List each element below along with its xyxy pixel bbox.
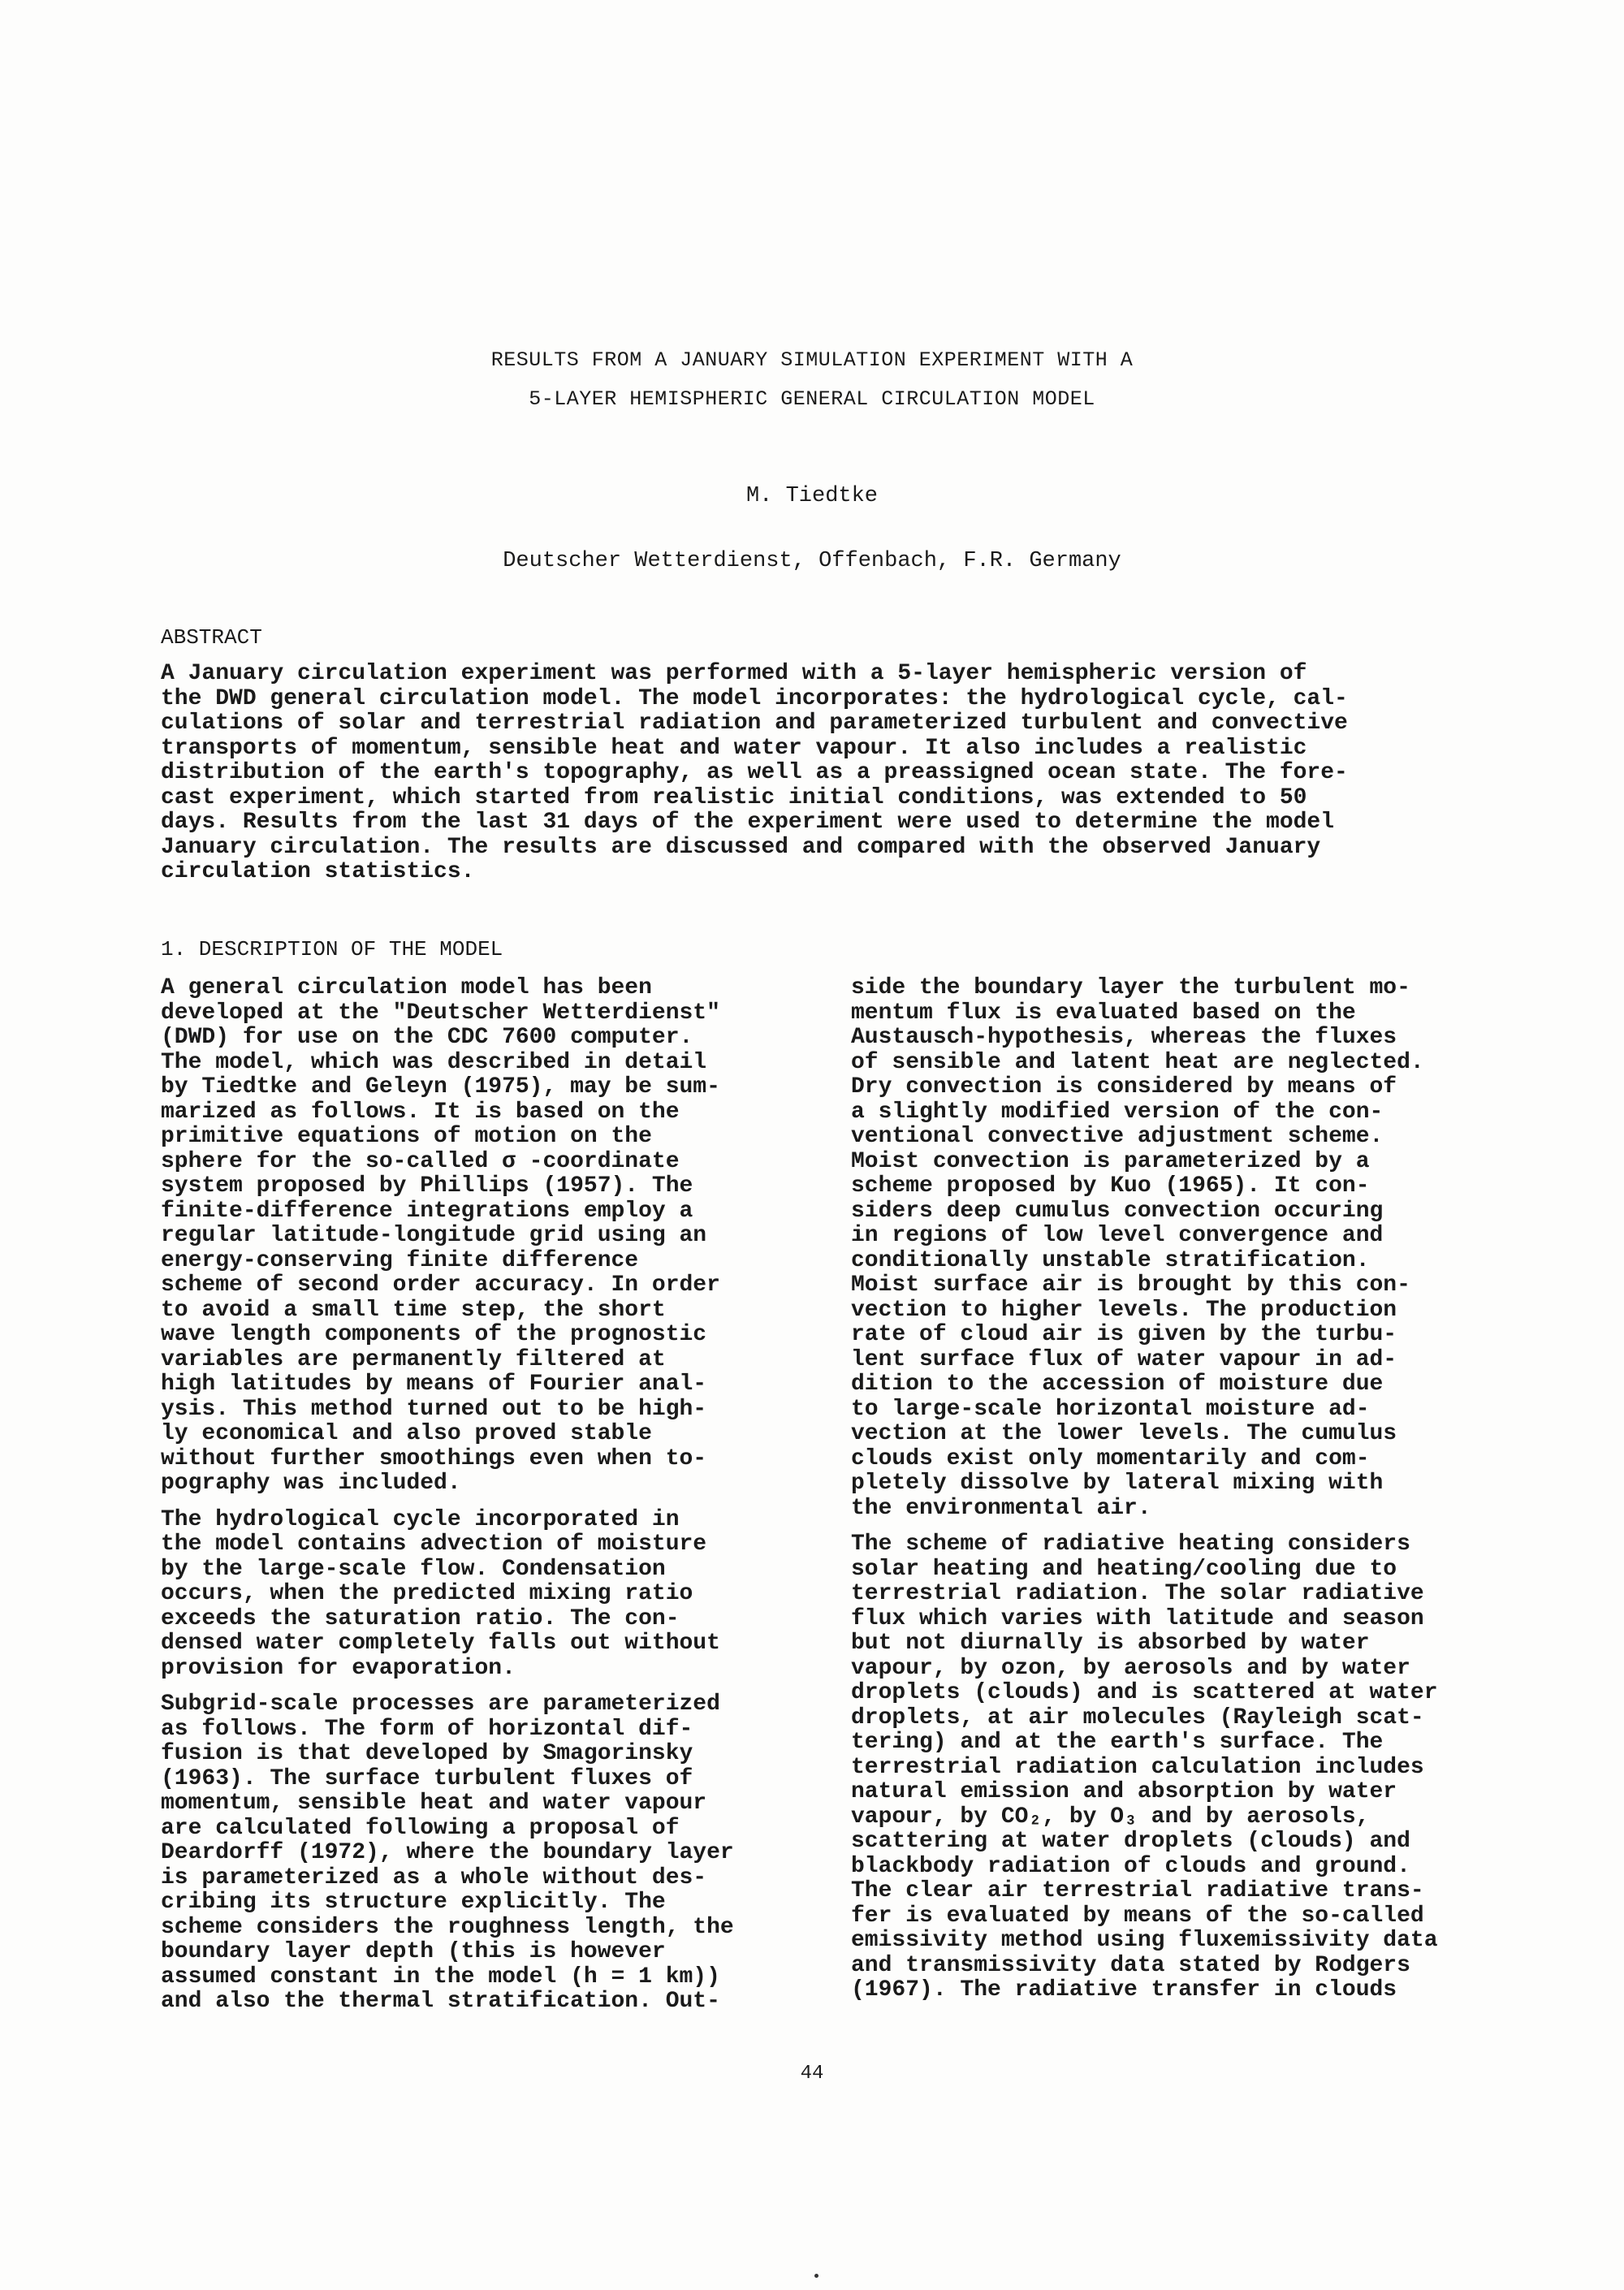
paragraph: The scheme of radiative heating considers solar heating and heating/cooling due to terrestrial radiation. The solar radiative flux which varies with latitude and season but not diurnally is absorbed by water vapour, by ozon, by aerosols and by water droplets (clouds) and is scattered at water droplets, at air molecules (Rayleigh scat- tering) and at the earth's surface. The terrestrial radiation calculation includes natural emission and absorption by water vapour, by CO₂, by O₃ and by aerosols, scattering at water droplets (clouds) and blackbody radiation of clouds and ground. The clear air terrestrial radiative trans- fer is evaluated by means of the so-called emissivity method using fluxemissivity data and transmissivity data stated by Rodgers (1967). The radiative transfer in clouds <box>851 1532 1438 2003</box>
section-heading: 1. DESCRIPTION OF THE MODEL <box>161 937 503 961</box>
paragraph: Subgrid-scale processes are parameterized as follows. The form of horizontal dif- fusion is that developed by Smagorinsky (1963). The surface turbulent fluxes of momentum, sensible heat and water vapour are calculated following a proposal of Deardorff (1972), where the boundary layer is parameterized as a whole without des- cribing its structure explicitly. The scheme considers the roughness length, the boundary layer depth (this is however assumed constant in the model (h = 1 km)) and also the thermal stratification. Out- <box>161 1692 734 2014</box>
author-name: M. Tiedtke <box>745 484 879 508</box>
author-affiliation: Deutscher Wetterdienst, Offenbach, F.R. Germany <box>503 549 1121 573</box>
right-column <box>851 976 1517 2015</box>
paragraph: side the boundary layer the turbulent mo- mentum flux is evaluated based on the Austausch-hypothesis, whereas the fluxes of sensible and latent heat are neglected. Dry convection is considered by means of a slightly modified version of the con- ventional convective adjustment scheme. Moist convection is parameterized by a scheme proposed by Kuo (1965). It con- siders deep cumulus convection occuring in regions of low level convergence and conditionally unstable stratification. Moist surface air is brought by this con- vection to higher levels. The production rate of cloud air is given by the turbu- lent surface flux of water vapour in ad- dition to the accession of moisture due to large-scale horizontal moisture ad- vection at the lower levels. The cumulus clouds exist only momentarily and com- pletely dissolve by lateral mixing with the environmental air. <box>851 975 1424 1521</box>
page-number: 44 <box>800 2063 824 2085</box>
left-column <box>161 976 810 2026</box>
abstract-heading: ABSTRACT <box>161 625 262 650</box>
title-line-2: 5-LAYER HEMISPHERIC GENERAL CIRCULATION MODEL <box>529 387 1095 411</box>
paragraph: The hydrological cycle incorporated in the model contains advection of moisture by the large-scale flow. Condensation occurs, when the predicted mixing ratio exceeds the saturation ratio. The con- densed water completely falls out without provision for evaporation. <box>161 1506 720 1681</box>
scan-speck <box>814 2274 818 2278</box>
paper-title <box>292 341 1332 419</box>
title-line-1: RESULTS FROM A JANUARY SIMULATION EXPERIMENT WITH A <box>490 348 1134 372</box>
abstract-text: A January circulation experiment was performed with a 5-layer hemispheric version of the DWD general circulation model. The model incorporates: the hydrological cycle, cal- culations of solar and terrestrial radiation and parameterized turbulent and convective transports of momentum, sensible heat and water vapour. It also includes a realistic distribution of the earth's topography, as well as a preassigned ocean state. The fore- cast experiment, which started from realistic initial conditions, was extended to 50 days. Results from the last 31 days of the experiment were used to determine the model January circulation. The results are discussed and compared with the observed January circulation statistics. <box>161 661 1348 884</box>
paragraph: A general circulation model has been developed at the "Deutscher Wetterdienst" (DWD) for use on the CDC 7600 computer. The model, which was described in detail by Tiedtke and Geleyn (1975), may be sum- marized as follows. It is based on the primitive equations of motion on the sphere for the so-called σ -coordinate system proposed by Phillips (1957). The finite-difference integrations employ a regular latitude-longitude grid using an energy-conserving finite difference scheme of second order accuracy. In order to avoid a small time step, the short wave length components of the prognostic variables are permanently filtered at high latitudes by means of Fourier anal- ysis. This method turned out to be high- ly economical and also proved stable without further smoothings even when to- pography was included. <box>161 975 720 1496</box>
